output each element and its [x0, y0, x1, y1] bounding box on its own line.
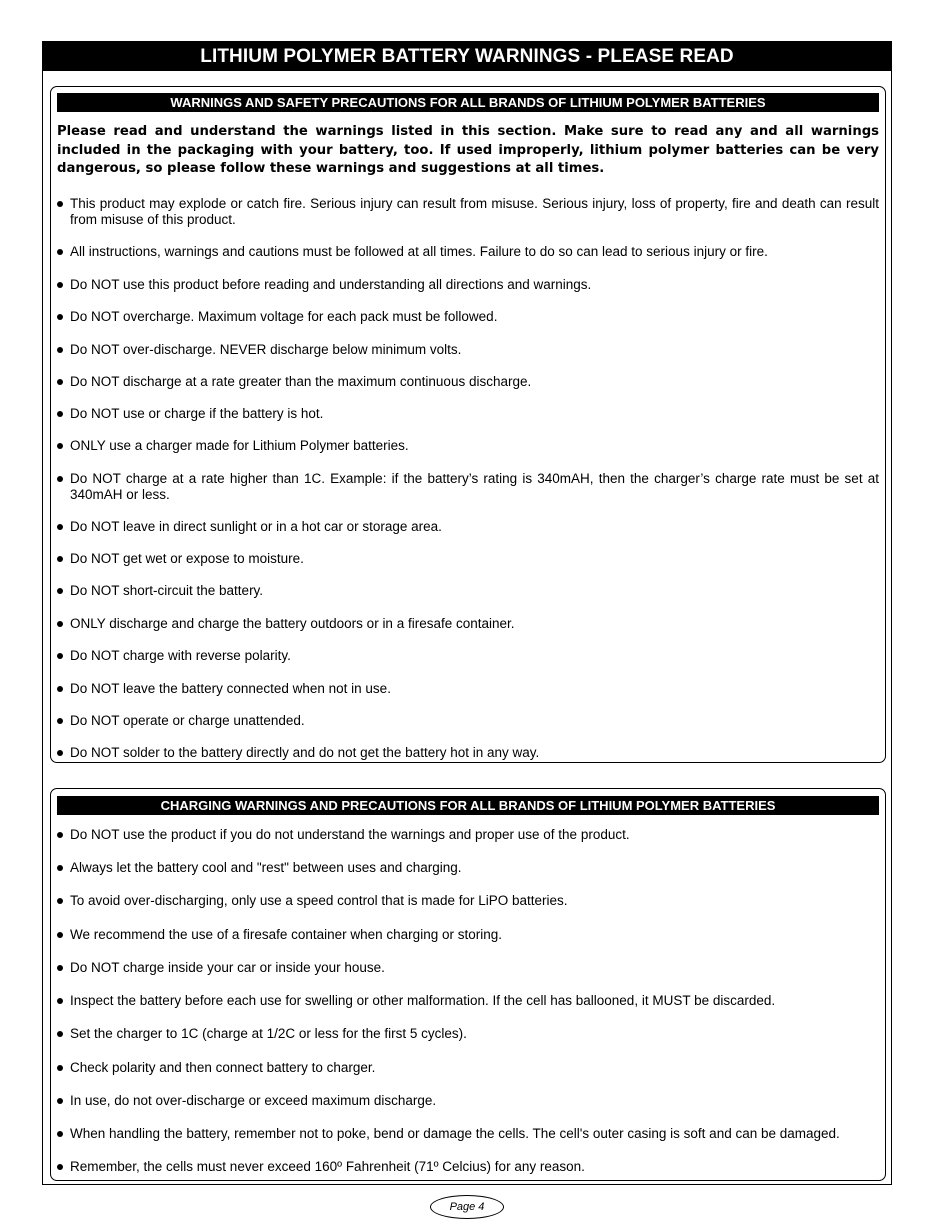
list-item [57, 713, 879, 729]
bullet-icon [57, 965, 63, 971]
list-item [57, 827, 879, 843]
list-item-text: Do NOT use or charge if the battery is hot. [70, 406, 324, 421]
section-header-charging: CHARGING WARNINGS AND PRECAUTIONS FOR ALL BRANDS OF LITHIUM POLYMER BATTERIES [57, 796, 879, 815]
bullet-icon [57, 347, 63, 353]
list-item-text: Do NOT overcharge. Maximum voltage for each pack must be followed. [70, 309, 498, 324]
list-item-text: Always let the battery cool and "rest" between uses and charging. [70, 860, 462, 875]
safety-precautions-section [50, 86, 886, 763]
list-item-text: Do NOT over-discharge. NEVER discharge below minimum volts. [70, 342, 462, 357]
list-item-text: Do NOT discharge at a rate greater than the maximum continuous discharge. [70, 374, 532, 389]
bullet-icon [57, 556, 63, 562]
list-item [57, 519, 879, 535]
bullet-icon [57, 653, 63, 659]
list-item-text: Do NOT charge inside your car or inside your house. [70, 960, 385, 975]
list-item-text: Remember, the cells must never exceed 160º Fahrenheit (71º Celcius) for any reason. [70, 1159, 585, 1174]
list-item-text: In use, do not over-discharge or exceed maximum discharge. [70, 1093, 437, 1108]
bullet-icon [57, 998, 63, 1004]
intro-paragraph: Please read and understand the warnings listed in this section. Make sure to read any and all warnings included in the packaging with your battery, too. If used improperly, lithium polymer batteries can be very dangerous, so please follow these warnings and suggestions at all times. [57, 124, 879, 176]
bullet-icon [57, 686, 63, 692]
list-item-text: ONLY use a charger made for Lithium Polymer batteries. [70, 438, 409, 453]
list-item [57, 583, 879, 599]
list-item-text: Do NOT charge at a rate higher than 1C. Example: if the battery’s rating is 340mAH, then the charger’s charge rate must be set at 340mAH or less. [70, 471, 879, 502]
list-item [57, 196, 879, 228]
list-item [57, 1026, 879, 1042]
list-item-text: Do NOT get wet or expose to moisture. [70, 551, 304, 566]
list-item [57, 244, 879, 260]
list-item [57, 551, 879, 567]
list-item-text: All instructions, warnings and cautions must be followed at all times. Failure to do so can lead to serious injury or fire. [70, 244, 768, 259]
list-item-text: Do NOT use this product before reading and understanding all directions and warnings. [70, 277, 592, 292]
list-item [57, 1126, 879, 1142]
bullet-icon [57, 411, 63, 417]
list-item-text: Do NOT solder to the battery directly and do not get the battery hot in any way. [70, 745, 540, 760]
bullet-icon [57, 282, 63, 288]
list-item [57, 616, 879, 632]
section-header-safety: WARNINGS AND SAFETY PRECAUTIONS FOR ALL BRANDS OF LITHIUM POLYMER BATTERIES [57, 93, 879, 112]
list-item [57, 927, 879, 943]
list-item [57, 648, 879, 664]
page-number-badge: Page 4 [430, 1195, 504, 1219]
bullet-icon [57, 750, 63, 756]
list-item-text: Do NOT use the product if you do not understand the warnings and proper use of the product. [70, 827, 630, 842]
list-item [57, 471, 879, 503]
bullet-icon [57, 314, 63, 320]
bullet-icon [57, 932, 63, 938]
list-item-text: This product may explode or catch fire. Serious injury can result from misuse. Serious injury, loss of property, fire and death can result from misuse of this product. [70, 196, 879, 227]
list-item [57, 993, 879, 1009]
bullet-icon [57, 1031, 63, 1037]
bullet-icon [57, 443, 63, 449]
bullet-icon [57, 718, 63, 724]
bullet-icon [57, 832, 63, 838]
bullet-icon [57, 1164, 63, 1170]
list-item [57, 681, 879, 697]
list-item [57, 374, 879, 390]
list-item-text: Do NOT leave the battery connected when not in use. [70, 681, 391, 696]
list-item-text: Do NOT leave in direct sunlight or in a hot car or storage area. [70, 519, 442, 534]
bullet-icon [57, 249, 63, 255]
charging-precautions-section [50, 788, 886, 1181]
list-item [57, 1093, 879, 1109]
list-item-text: Do NOT short-circuit the battery. [70, 583, 264, 598]
bullet-icon [57, 201, 63, 207]
list-item-text: ONLY discharge and charge the battery outdoors or in a firesafe container. [70, 616, 515, 631]
list-item [57, 745, 879, 761]
list-item-text: Set the charger to 1C (charge at 1/2C or less for the first 5 cycles). [70, 1026, 467, 1041]
bullet-icon [57, 379, 63, 385]
page-title: LITHIUM POLYMER BATTERY WARNINGS - PLEASE READ [43, 42, 891, 71]
bullet-icon [57, 1098, 63, 1104]
list-item [57, 1060, 879, 1076]
bullet-icon [57, 898, 63, 904]
list-item [57, 342, 879, 358]
list-item-text: We recommend the use of a firesafe container when charging or storing. [70, 927, 502, 942]
list-item [57, 406, 879, 422]
bullet-icon [57, 1131, 63, 1137]
list-item-text: When handling the battery, remember not to poke, bend or damage the cells. The cell's outer casing is soft and can be damaged. [70, 1126, 840, 1141]
bullet-icon [57, 476, 63, 482]
bullet-icon [57, 1065, 63, 1071]
list-item [57, 438, 879, 454]
list-item-text: Check polarity and then connect battery to charger. [70, 1060, 376, 1075]
list-item [57, 309, 879, 325]
bullet-icon [57, 621, 63, 627]
list-item [57, 893, 879, 909]
warnings-page-frame [42, 41, 892, 1185]
bullet-icon [57, 588, 63, 594]
list-item-text: Do NOT operate or charge unattended. [70, 713, 305, 728]
list-item [57, 277, 879, 293]
bullet-icon [57, 524, 63, 530]
list-item [57, 960, 879, 976]
bullet-icon [57, 865, 63, 871]
list-item-text: Inspect the battery before each use for swelling or other malformation. If the cell has ballooned, it MUST be discarded. [70, 993, 776, 1008]
list-item-text: To avoid over-discharging, only use a speed control that is made for LiPO batteries. [70, 893, 568, 908]
list-item-text: Do NOT charge with reverse polarity. [70, 648, 291, 663]
list-item [57, 860, 879, 876]
list-item [57, 1159, 879, 1175]
